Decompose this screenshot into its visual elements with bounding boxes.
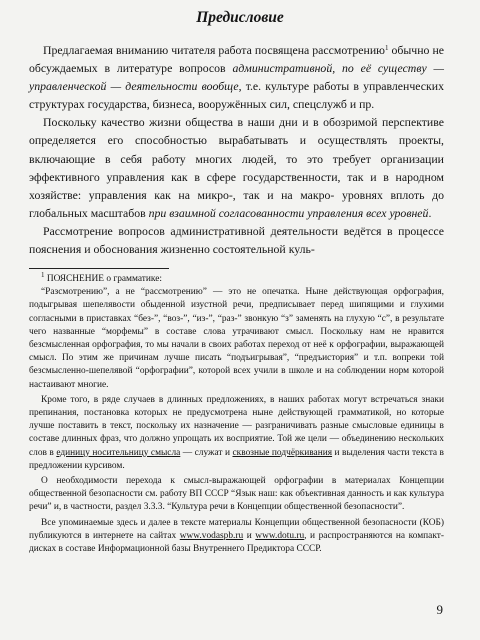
- link-dotu[interactable]: www.dotu.ru: [255, 530, 305, 541]
- footnote-4-text-3: , и распространяются на компакт-дисках в составе Информационной базы Внутреннего Предиктора СССР.: [29, 530, 444, 555]
- paragraph-1-text-2: обычно не обсуждаемых в литературе вопросов: [29, 43, 445, 76]
- footnote-heading-text: ПОЯСНЕНИЕ о грамматике:: [44, 274, 162, 284]
- footnote-2-text-2: — служат и: [180, 447, 233, 458]
- footnote-paragraph-2: [29, 394, 444, 473]
- underlined-phrase-2: сквозные подчёркивания: [232, 447, 333, 458]
- footnote-2-text-3: и выделения части текста в предложении курсивом.: [29, 447, 444, 471]
- footnote-reference: 1: [384, 44, 389, 52]
- main-text: [29, 41, 444, 258]
- paragraph-2-text: Поскольку качество жизни общества в наши дни и в обозримой перспективе определяется его способностью вырабатывать и осуществлять проекты, включающие в себя работу многих людей, то это требует организации эффективного управления как в сфере государственности, так и в народном хозяйстве: управления как на микро-, так и на макро- уровнях вплоть до глобальных масштабов: [29, 115, 444, 220]
- footnote-paragraph-4: [29, 517, 444, 557]
- footnote-separator: [29, 268, 169, 269]
- paragraph-2-emphasis: при взаимной согласованности управления всех уровней: [148, 205, 429, 220]
- paragraph-2: [29, 113, 444, 222]
- page-number: 9: [436, 602, 443, 617]
- footnote-marker: 1: [41, 271, 45, 279]
- link-vodaspb[interactable]: www.vodaspb.ru: [179, 530, 244, 541]
- paragraph-1-emphasis: административной, по её существу — управленческой — деятельности вообще: [29, 61, 444, 94]
- footnote-paragraph-1: “Разсмотрению”, а не “рассмотрению” — это не опечатка. Ныне действующая орфография, подыгрывая шепелявости обыденной изустной речи, предписывает перед шипящими и глухими согласными в приставках “без-”, “воз-”, “из-”, “раз-” звонкую “з” заменять на глухую “с”, в результате чего названные “морфемы” в составе слова утрачивают смысл. Поскольку нам не нравится безсмысленная орфография, то мы начали в своих работах переход от неё к орфографии, выражающей смысл. По этим же причинам лучше писать “подъигрывая”, “предъистория” и т.п. вопреки той безсмысленно-шепелявой “орфографии”, которой всех учили в школе и на соблюдении норм которой настаивают многие.: [29, 287, 444, 390]
- footnote-2-text: Кроме того, в ряде случаев в длинных предложениях, в наших работах могут встречаться знаки препинания, постановка которых не предусмотрена ныне действующей грамматикой, но которые лучше поставить в текст, поскольку их назначение — разграничивать разные смысловые единицы в составе длинных фраз, что должно упрощать их восприятие. Той же цели — объединению нескольких слов в: [29, 394, 444, 458]
- paragraph-1: [29, 41, 444, 113]
- footnote-4-text-2: и: [243, 530, 256, 541]
- paragraph-3: Рассмотрение вопросов административной деятельности ведётся в процессе пояснения и обоснования жизненно состоятельной куль-: [29, 223, 444, 257]
- paragraph-2-end: .: [428, 205, 432, 220]
- footnotes: [29, 273, 444, 556]
- footnote-4-text: Все упоминаемые здесь и далее в тексте материалы Концепции общественной безопасности (КОБ) публикуются в интернете на сайтах: [29, 517, 444, 541]
- underlined-phrase: единицу носительницу смысла: [56, 447, 181, 458]
- footnote-heading: [29, 273, 444, 286]
- paragraph-1-text: Предлагаемая вниманию читателя работа посвящена рассмотрению: [43, 43, 385, 57]
- footnote-paragraph-3: О необходимости перехода к смысл-выражающей орфографии в материалах Концепции общественной безопасности см. работу ВП СССР “Язык наш: как объективная данность и как культура речи” и, в частности, раздел 3.3.3. “Культура речи в Концепции общественной безопасности”.: [29, 476, 444, 513]
- page-title: Предисловие: [196, 9, 284, 26]
- paragraph-1-text-3: , т.е. культуре работы в управленческих структурах государства, бизнеса, вооружённых сил, спецслужб и пр.: [29, 79, 444, 112]
